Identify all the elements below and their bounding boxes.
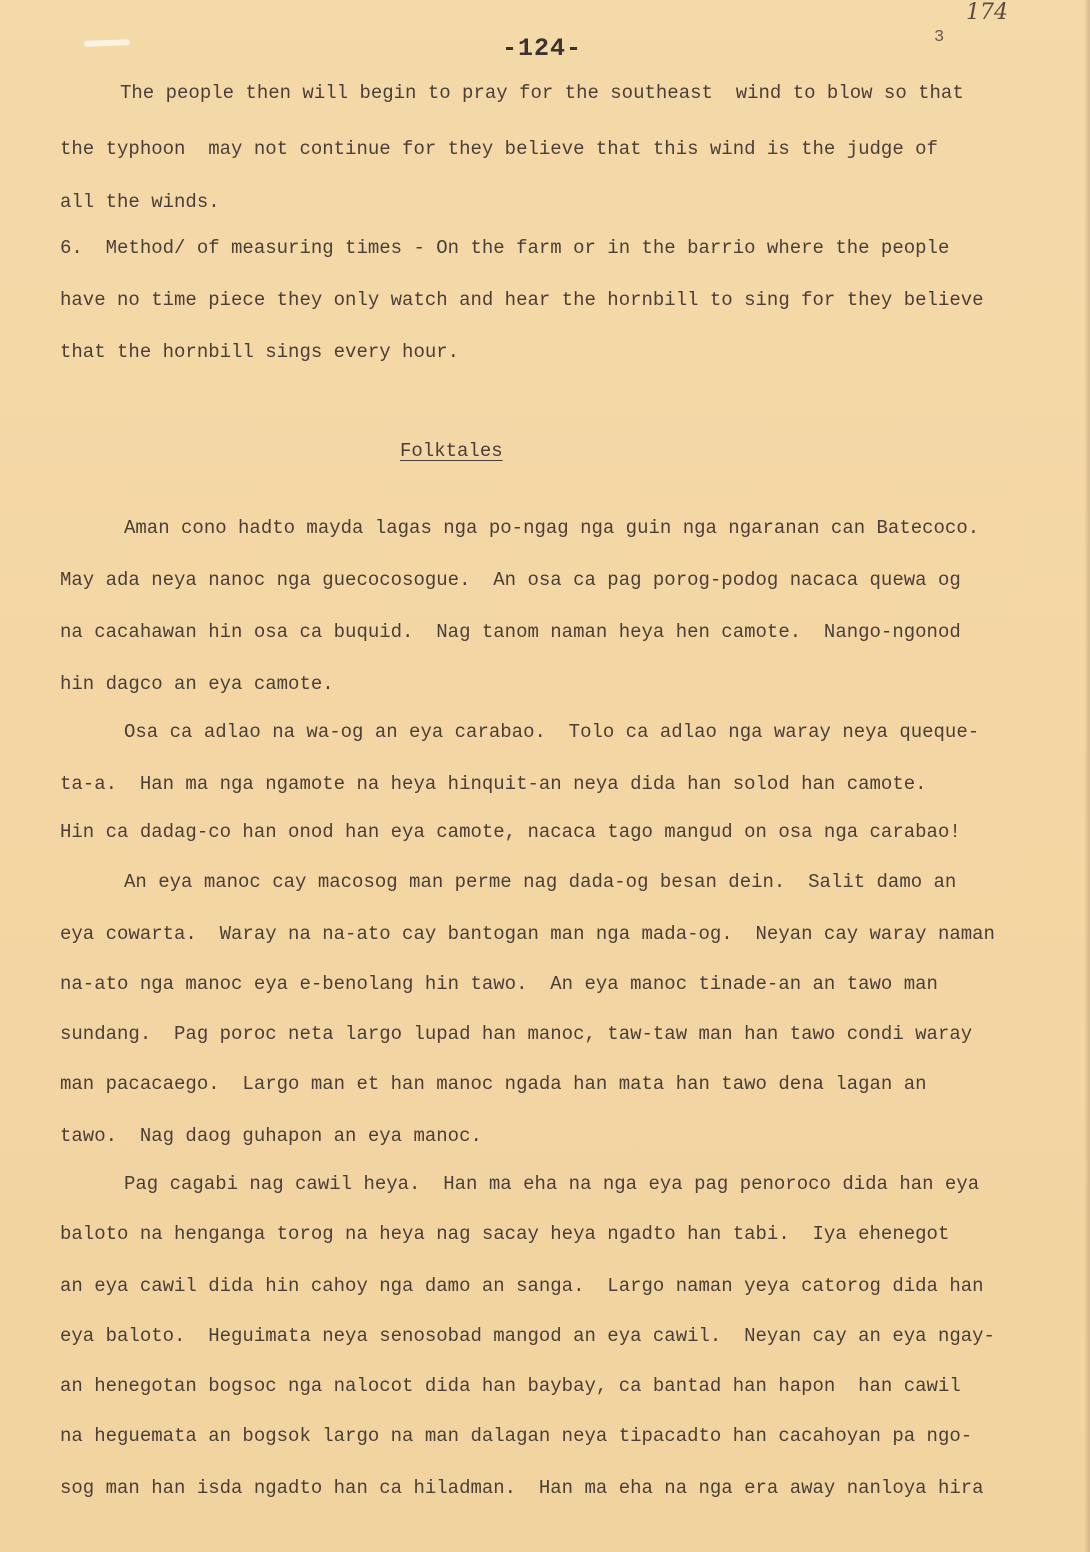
section-heading: Folktales — [400, 440, 503, 462]
body-line: ta-a. Han ma nga ngamote na heya hinquit-an neya dida han solod han camote. — [60, 773, 927, 795]
corner-number: 3 — [934, 28, 945, 47]
body-line: an henegotan bogsoc nga nalocot dida han baybay, ca bantad han hapon han cawil — [60, 1375, 961, 1397]
body-line: baloto na henganga torog na heya nag sacay heya ngadto han tabi. Iya ehenegot — [60, 1223, 950, 1245]
body-line: man pacacaego. Largo man et han manoc ngada han mata han tawo dena lagan an — [60, 1073, 927, 1095]
page-number: -124- — [502, 34, 583, 63]
body-line: eya baloto. Heguimata neya senosobad mangod an eya cawil. Neyan cay an eya ngay- — [60, 1325, 995, 1347]
body-line: na heguemata an bogsok largo na man dalagan neya tipacadto han cacahoyan pa ngo- — [60, 1425, 973, 1447]
body-line: Aman cono hadto mayda lagas nga po-ngag nga guin nga ngaranan can Batecoco. — [124, 517, 980, 539]
handwritten-page-number: 174 — [966, 0, 1008, 25]
body-line: all the winds. — [60, 191, 220, 213]
body-line: eya cowarta. Waray na na-ato cay bantogan man nga mada-og. Neyan cay waray naman — [60, 923, 995, 945]
body-line: the typhoon may not continue for they believe that this wind is the judge of — [60, 138, 938, 160]
body-line: 6. Method/ of measuring times - On the farm or in the barrio where the people — [60, 237, 950, 259]
body-line: na cacahawan hin osa ca buquid. Nag tanom naman heya hen camote. Nango-ngonod — [60, 621, 961, 643]
body-line: na-ato nga manoc eya e-benolang hin tawo. An eya manoc tinade-an an tawo man — [60, 973, 938, 995]
body-line: sundang. Pag poroc neta largo lupad han manoc, taw-taw man han tawo condi waray — [60, 1023, 973, 1045]
body-line: tawo. Nag daog guhapon an eya manoc. — [60, 1125, 482, 1147]
body-line: sog man han isda ngadto han ca hiladman. Han ma eha na nga era away nanloya hira — [60, 1477, 984, 1499]
body-line: Osa ca adlao na wa-og an eya carabao. Tolo ca adlao nga waray neya queque- — [124, 721, 980, 743]
body-line: an eya cawil dida hin cahoy nga damo an sanga. Largo naman yeya catorog dida han — [60, 1275, 984, 1297]
body-line: An eya manoc cay macosog man perme nag dada-og besan dein. Salit damo an — [124, 871, 957, 893]
page-edge-shadow — [1084, 0, 1090, 1552]
body-line: The people then will begin to pray for the southeast wind to blow so that — [120, 82, 964, 104]
body-line: May ada neya nanoc nga guecocosogue. An osa ca pag porog-podog nacaca quewa og — [60, 569, 961, 591]
body-line: have no time piece they only watch and hear the hornbill to sing for they believe — [60, 289, 984, 311]
body-line: that the hornbill sings every hour. — [60, 341, 460, 363]
body-line: Hin ca dadag-co han onod han eya camote, nacaca tago mangud on osa nga carabao! — [60, 821, 961, 843]
body-line: Pag cagabi nag cawil heya. Han ma eha na nga eya pag penoroco dida han eya — [124, 1173, 980, 1195]
body-line: hin dagco an eya camote. — [60, 673, 334, 695]
